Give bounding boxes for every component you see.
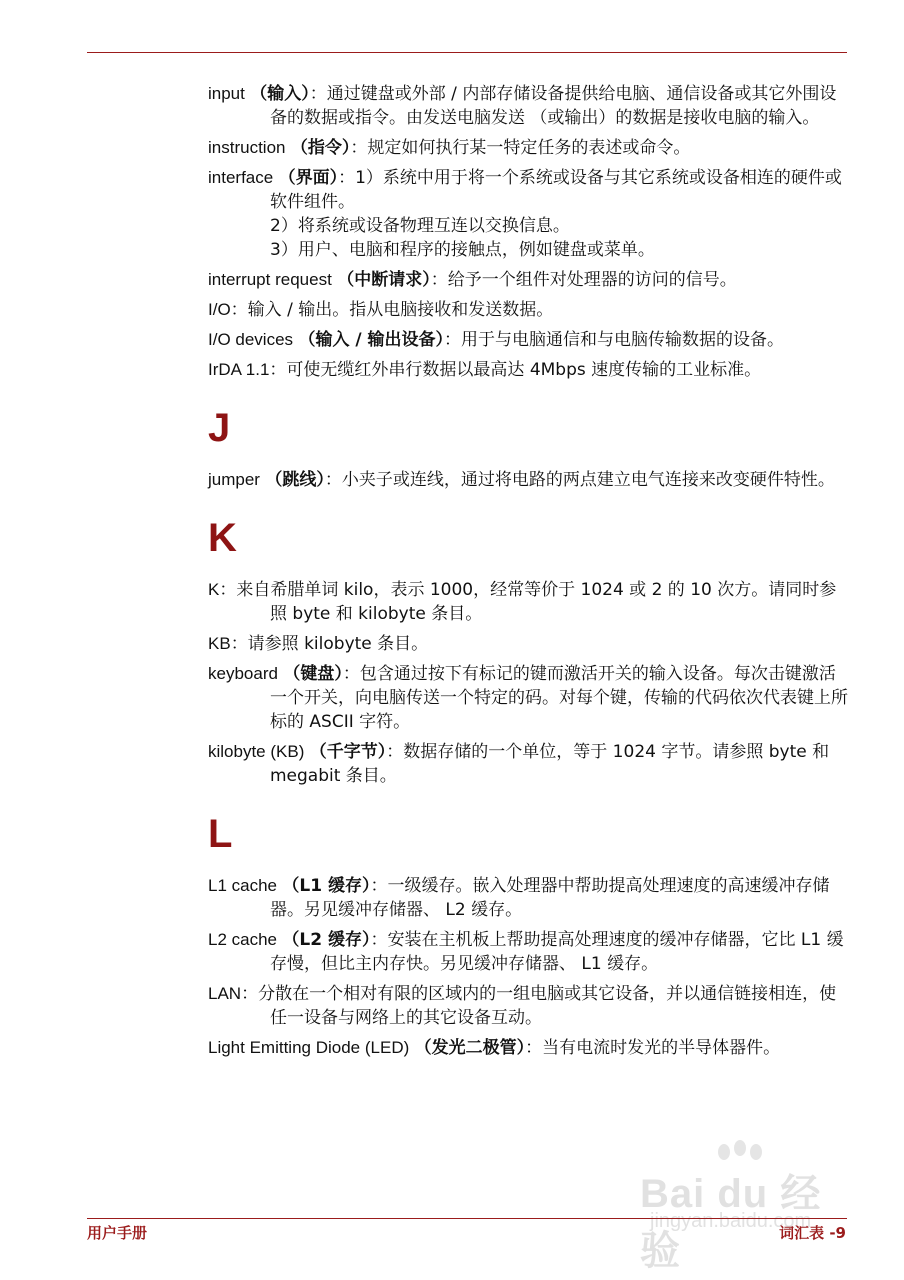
entry-term: KB [208,634,231,653]
entry-definition: ：输入 / 输出。指从电脑接收和发送数据。 [230,300,554,320]
entry-term: I/O devices [208,330,294,349]
glossary-entry [208,268,848,292]
entry-chinese-term: （L1 缓存） [282,876,371,896]
glossary-entry [208,82,848,130]
section-letter-k: K [208,516,237,560]
entry-chinese-term: （跳线） [265,470,325,490]
entry-term: input [208,84,245,103]
entry-definition: ：数据存储的一个单位，等于 1024 字节。请参照 byte 和 megabit 条目。 [270,742,830,786]
entry-definition: ：小夹子或连线，通过将电路的两点建立电气连接来改变硬件特性。 [324,470,835,490]
entry-definition: ：给予一个组件对处理器的访问的信号。 [430,270,737,290]
entry-chinese-term: （L2 缓存） [282,930,371,950]
glossary-content [208,82,848,1066]
glossary-entry [208,662,848,734]
footer-rule [87,1218,847,1219]
entry-definition: ：可使无缆红外串行数据以最高达 4Mbps 速度传输的工业标准。 [269,360,762,380]
entry-term: interrupt request [208,270,332,289]
entry-chinese-term: （输入） [250,84,310,104]
entry-definition: ：一级缓存。嵌入处理器中帮助提高处理速度的高速缓冲存储器。另见缓冲存储器、 L2 缓存。 [270,876,830,920]
entry-definition: ：规定如何执行某一特定任务的表述或命令。 [350,138,691,158]
glossary-entry [208,632,848,656]
glossary-entry [208,740,848,788]
glossary-entry [208,928,848,976]
entry-chinese-term: （界面） [278,168,339,188]
section-k-entries [208,578,848,788]
entry-term: Light Emitting Diode (LED) [208,1038,410,1057]
entry-term: K [208,580,220,599]
footer-page-number: 词汇表 -9 [779,1224,846,1242]
entry-chinese-term: （输入 / 输出设备） [298,330,444,350]
glossary-entry [208,982,848,1030]
glossary-entry [208,166,848,262]
section-j-entries [208,468,848,492]
glossary-entry [208,468,848,492]
entry-chinese-term: （千字节） [309,742,387,762]
entry-definition: ：请参照 kilobyte 条目。 [230,634,429,654]
entry-chinese-term: （键盘） [283,664,343,684]
section-i-entries [208,82,848,382]
entry-definition: ：用于与电脑通信和与电脑传输数据的设备。 [444,330,784,350]
glossary-entry [208,1036,848,1060]
glossary-entry [208,874,848,922]
entry-definition: ：分散在一个相对有限的区域内的一组电脑或其它设备，并以通信链接相连，使任一设备与网络上的其它设备互动。 [241,984,837,1028]
entry-term: IrDA 1.1 [208,360,270,379]
section-letter-l: L [208,812,233,856]
entry-term: jumper [208,470,260,489]
watermark-url: jingyan.baidu.com [650,1210,812,1232]
entry-term: L2 cache [208,930,277,949]
glossary-entry [208,328,848,352]
entry-definition: ：通过键盘或外部 / 内部存储设备提供给电脑、通信设备或其它外围设备的数据或指令。由发送电脑发送 （或输出）的数据是接收电脑的输入。 [270,84,837,128]
entry-chinese-term: （发光二极管） [414,1038,526,1058]
section-l-entries [208,874,848,1060]
entry-term: LAN [208,984,242,1003]
glossary-entry [208,298,848,322]
entry-definition: ：包含通过按下有标记的键而激活开关的输入设备。每次击键激活一个开关，向电脑传送一个特定的码。对每个键，传输的代码依次代表键上所标的 ASCII 字符。 [270,664,848,732]
entry-term: L1 cache [208,876,277,895]
entry-subitem: 3）用户、电脑和程序的接触点，例如键盘或菜单。 [270,240,655,260]
entry-term: interface [208,168,274,187]
entry-definition: ：来自希腊单词 kilo，表示 1000，经常等价于 1024 或 2 的 10 次方。请同时参照 byte 和 kilobyte 条目。 [219,580,837,624]
entry-term: I/O [208,300,231,319]
entry-definition: ：安装在主机板上帮助提高处理速度的缓冲存储器，它比 L1 缓存慢，但比主内存快。另见缓冲存储器、 L1 缓存。 [270,930,844,974]
entry-definition: ：1）系统中用于将一个系统或设备与其它系统或设备相连的硬件或软件组件。 [270,168,842,212]
entry-chinese-term: （中断请求） [337,270,431,290]
glossary-entry [208,136,848,160]
entry-chinese-term: （指令） [290,138,351,158]
entry-subitem: 2）将系统或设备物理互连以交换信息。 [270,216,570,236]
watermark-logo: Bai du 经验 [640,1172,822,1273]
header-rule [87,52,847,53]
entry-term: kilobyte (KB) [208,742,305,761]
glossary-entry [208,578,848,626]
entry-definition: ：当有电流时发光的半导体器件。 [525,1038,781,1058]
entry-term: instruction [208,138,286,157]
entry-term: keyboard [208,664,278,683]
footer-manual-title: 用户手册 [87,1224,148,1242]
section-letter-j: J [208,406,231,450]
glossary-entry [208,358,848,382]
